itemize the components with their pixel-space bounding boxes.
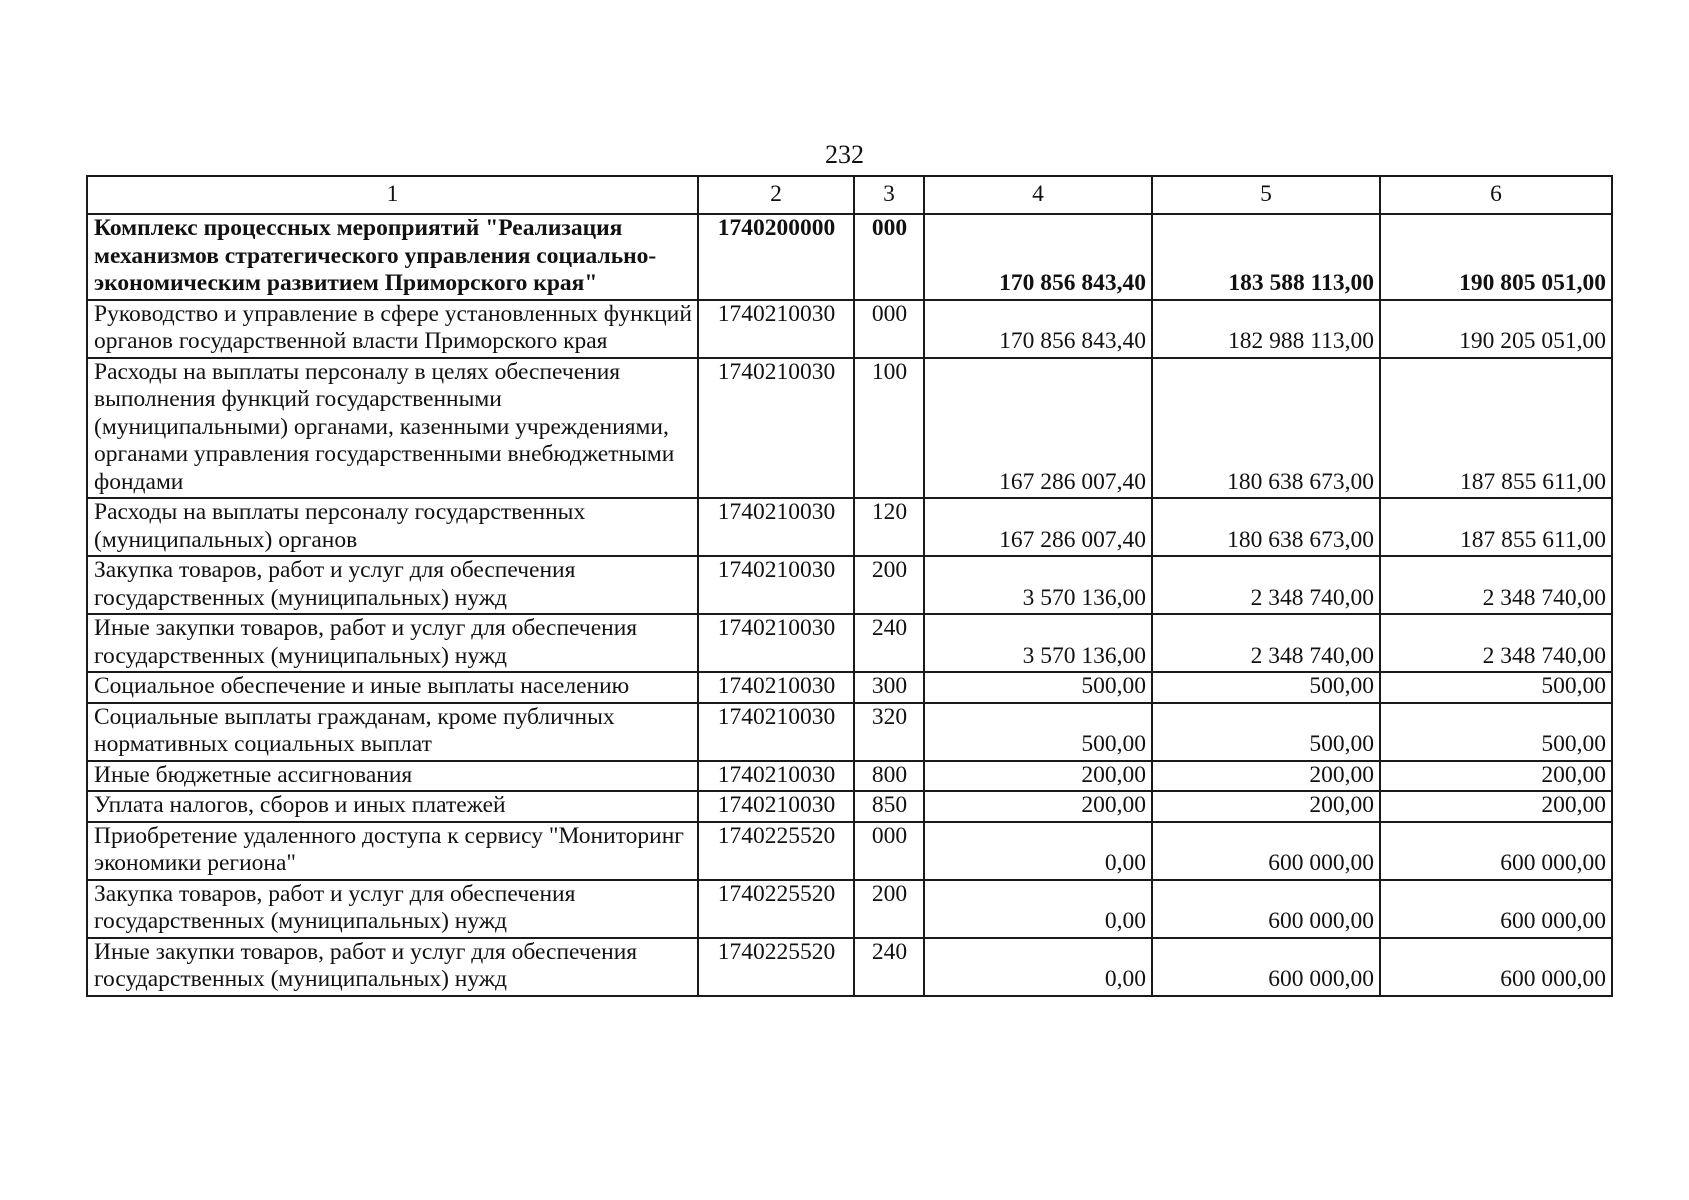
expense-type-code-cell: 240 (854, 614, 924, 672)
column-header: 3 (854, 176, 924, 214)
target-article-code-cell: 1740210030 (698, 556, 854, 614)
row-name-cell: Иные бюджетные ассигнования (87, 761, 698, 792)
budget-table-body (87, 176, 1612, 996)
row-name-cell: Приобретение удаленного доступа к сервису "Мониторинг экономики региона" (87, 822, 698, 880)
expense-type-code-cell: 200 (854, 556, 924, 614)
column-header: 2 (698, 176, 854, 214)
amount-col4-cell: 500,00 (924, 703, 1152, 761)
target-article-code-cell: 1740200000 (698, 214, 854, 300)
row-name-cell: Расходы на выплаты персоналу государственных (муниципальных) органов (87, 498, 698, 556)
amount-col5-cell: 182 988 113,00 (1152, 300, 1380, 358)
amount-col5-cell: 600 000,00 (1152, 938, 1380, 996)
table-row (87, 556, 1612, 614)
amount-col6-cell: 187 855 611,00 (1380, 358, 1612, 499)
row-name-cell: Социальное обеспечение и иные выплаты населению (87, 672, 698, 703)
table-row (87, 214, 1612, 300)
amount-col4-cell: 0,00 (924, 822, 1152, 880)
table-row (87, 761, 1612, 792)
amount-col4-cell: 3 570 136,00 (924, 614, 1152, 672)
table-row (87, 498, 1612, 556)
table-row (87, 791, 1612, 822)
column-header: 1 (87, 176, 698, 214)
column-header: 4 (924, 176, 1152, 214)
amount-col6-cell: 187 855 611,00 (1380, 498, 1612, 556)
amount-col6-cell: 200,00 (1380, 791, 1612, 822)
amount-col4-cell: 3 570 136,00 (924, 556, 1152, 614)
amount-col5-cell: 200,00 (1152, 791, 1380, 822)
table-row (87, 880, 1612, 938)
amount-col6-cell: 600 000,00 (1380, 938, 1612, 996)
amount-col4-cell: 200,00 (924, 761, 1152, 792)
table-row (87, 300, 1612, 358)
row-name-cell: Закупка товаров, работ и услуг для обеспечения государственных (муниципальных) нужд (87, 556, 698, 614)
expense-type-code-cell: 240 (854, 938, 924, 996)
target-article-code-cell: 1740210030 (698, 358, 854, 499)
amount-col6-cell: 600 000,00 (1380, 822, 1612, 880)
amount-col4-cell: 200,00 (924, 791, 1152, 822)
target-article-code-cell: 1740225520 (698, 822, 854, 880)
target-article-code-cell: 1740210030 (698, 761, 854, 792)
amount-col6-cell: 200,00 (1380, 761, 1612, 792)
expense-type-code-cell: 320 (854, 703, 924, 761)
row-name-cell: Иные закупки товаров, работ и услуг для обеспечения государственных (муниципальных) нужд (87, 614, 698, 672)
row-name-cell: Социальные выплаты гражданам, кроме публичных нормативных социальных выплат (87, 703, 698, 761)
column-number-row (87, 176, 1612, 214)
expense-type-code-cell: 200 (854, 880, 924, 938)
row-name-cell: Закупка товаров, работ и услуг для обеспечения государственных (муниципальных) нужд (87, 880, 698, 938)
target-article-code-cell: 1740210030 (698, 300, 854, 358)
target-article-code-cell: 1740225520 (698, 880, 854, 938)
amount-col5-cell: 600 000,00 (1152, 880, 1380, 938)
budget-table (86, 175, 1613, 997)
target-article-code-cell: 1740210030 (698, 672, 854, 703)
amount-col4-cell: 0,00 (924, 938, 1152, 996)
amount-col4-cell: 500,00 (924, 672, 1152, 703)
amount-col6-cell: 190 205 051,00 (1380, 300, 1612, 358)
table-row (87, 358, 1612, 499)
row-name-cell: Иные закупки товаров, работ и услуг для обеспечения государственных (муниципальных) нужд (87, 938, 698, 996)
expense-type-code-cell: 100 (854, 358, 924, 499)
amount-col5-cell: 500,00 (1152, 703, 1380, 761)
table-row (87, 703, 1612, 761)
amount-col5-cell: 183 588 113,00 (1152, 214, 1380, 300)
page-number: 232 (825, 140, 864, 169)
amount-col5-cell: 500,00 (1152, 672, 1380, 703)
table-row (87, 822, 1612, 880)
expense-type-code-cell: 000 (854, 300, 924, 358)
table-row (87, 938, 1612, 996)
table-row (87, 614, 1612, 672)
expense-type-code-cell: 850 (854, 791, 924, 822)
expense-type-code-cell: 000 (854, 214, 924, 300)
target-article-code-cell: 1740210030 (698, 498, 854, 556)
table-row (87, 672, 1612, 703)
amount-col6-cell: 500,00 (1380, 703, 1612, 761)
amount-col6-cell: 500,00 (1380, 672, 1612, 703)
amount-col4-cell: 170 856 843,40 (924, 214, 1152, 300)
expense-type-code-cell: 800 (854, 761, 924, 792)
amount-col5-cell: 200,00 (1152, 761, 1380, 792)
amount-col5-cell: 2 348 740,00 (1152, 556, 1380, 614)
target-article-code-cell: 1740210030 (698, 791, 854, 822)
target-article-code-cell: 1740210030 (698, 703, 854, 761)
column-header: 5 (1152, 176, 1380, 214)
expense-type-code-cell: 000 (854, 822, 924, 880)
amount-col4-cell: 170 856 843,40 (924, 300, 1152, 358)
amount-col4-cell: 0,00 (924, 880, 1152, 938)
row-name-cell: Комплекс процессных мероприятий "Реализация механизмов стратегического управления социально-экономическим развитием Приморского края" (87, 214, 698, 300)
row-name-cell: Руководство и управление в сфере установленных функций органов государственной власти Приморского края (87, 300, 698, 358)
amount-col6-cell: 2 348 740,00 (1380, 614, 1612, 672)
amount-col5-cell: 180 638 673,00 (1152, 358, 1380, 499)
target-article-code-cell: 1740210030 (698, 614, 854, 672)
amount-col4-cell: 167 286 007,40 (924, 498, 1152, 556)
expense-type-code-cell: 120 (854, 498, 924, 556)
amount-col5-cell: 180 638 673,00 (1152, 498, 1380, 556)
amount-col6-cell: 600 000,00 (1380, 880, 1612, 938)
amount-col5-cell: 2 348 740,00 (1152, 614, 1380, 672)
row-name-cell: Уплата налогов, сборов и иных платежей (87, 791, 698, 822)
column-header: 6 (1380, 176, 1612, 214)
amount-col5-cell: 600 000,00 (1152, 822, 1380, 880)
row-name-cell: Расходы на выплаты персоналу в целях обеспечения выполнения функций государственными (муниципальными) органами, казенными учреждениями, органами управления государственными внебюджетными фондами (87, 358, 698, 499)
target-article-code-cell: 1740225520 (698, 938, 854, 996)
amount-col4-cell: 167 286 007,40 (924, 358, 1152, 499)
amount-col6-cell: 190 805 051,00 (1380, 214, 1612, 300)
expense-type-code-cell: 300 (854, 672, 924, 703)
amount-col6-cell: 2 348 740,00 (1380, 556, 1612, 614)
